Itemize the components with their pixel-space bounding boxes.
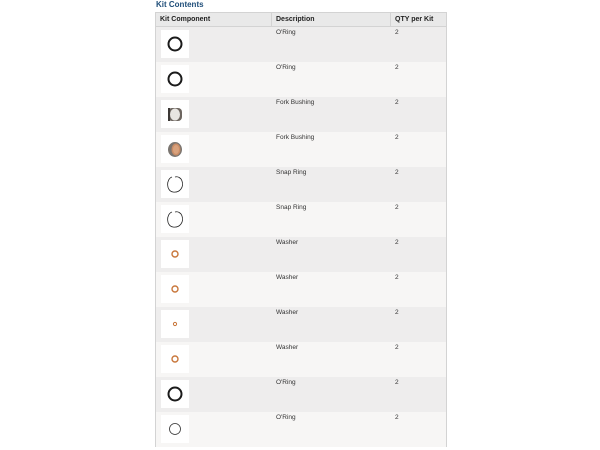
table-row (156, 307, 446, 342)
fork-bushing-icon[interactable] (161, 100, 189, 128)
table-row (156, 377, 446, 412)
description-cell: Washer (276, 309, 299, 316)
qty-cell: 2 (395, 414, 399, 421)
description-cell: Fork Bushing (276, 134, 315, 141)
kit-component-cell (156, 202, 272, 237)
description-cell: Fork Bushing (276, 99, 315, 106)
qty-cell: 2 (395, 379, 399, 386)
kit-component-cell (156, 27, 272, 62)
header-kit-component: Kit Component (156, 13, 272, 26)
table-row (156, 62, 446, 97)
description-cell: O'Ring (276, 414, 296, 421)
table-row (156, 27, 446, 62)
snap-ring-icon[interactable] (161, 170, 189, 198)
oring-thin-icon[interactable] (161, 415, 189, 443)
table-row (156, 167, 446, 202)
kit-component-cell (156, 307, 272, 342)
kit-component-cell (156, 97, 272, 132)
table-row (156, 342, 446, 377)
table-row (156, 237, 446, 272)
description-cell: O'Ring (276, 64, 296, 71)
description-cell: Snap Ring (276, 169, 307, 176)
qty-cell: 2 (395, 239, 399, 246)
qty-cell: 2 (395, 309, 399, 316)
qty-cell: 2 (395, 169, 399, 176)
washer-copper-icon[interactable] (161, 275, 189, 303)
qty-cell: 2 (395, 344, 399, 351)
table-row (156, 97, 446, 132)
qty-cell: 2 (395, 134, 399, 141)
description-cell: Snap Ring (276, 204, 307, 211)
qty-cell: 2 (395, 99, 399, 106)
description-cell: Washer (276, 344, 299, 351)
kit-component-cell (156, 272, 272, 307)
header-qty: QTY per Kit (395, 16, 434, 23)
kit-component-cell (156, 167, 272, 202)
washer-copper-icon[interactable] (161, 240, 189, 268)
washer-copper-small-icon[interactable] (161, 310, 189, 338)
table-row (156, 132, 446, 167)
table-row (156, 272, 446, 307)
kit-component-cell (156, 377, 272, 412)
description-cell: O'Ring (276, 379, 296, 386)
kit-component-cell (156, 412, 272, 447)
oring-black-icon[interactable] (161, 380, 189, 408)
qty-cell: 2 (395, 29, 399, 36)
kit-component-cell (156, 237, 272, 272)
kit-component-cell (156, 342, 272, 377)
washer-copper-icon[interactable] (161, 345, 189, 373)
snap-ring-icon[interactable] (161, 205, 189, 233)
description-cell: Washer (276, 274, 299, 281)
kit-component-cell (156, 132, 272, 167)
oring-black-icon[interactable] (161, 30, 189, 58)
description-cell: O'Ring (276, 29, 296, 36)
kit-component-cell (156, 62, 272, 97)
description-cell: Washer (276, 239, 299, 246)
qty-cell: 2 (395, 204, 399, 211)
table-header (156, 13, 446, 27)
kit-contents-table (155, 12, 447, 447)
qty-cell: 2 (395, 64, 399, 71)
header-description: Description (272, 13, 391, 26)
table-row (156, 412, 446, 447)
fork-bushing-copper-icon[interactable] (161, 135, 189, 163)
oring-black-icon[interactable] (161, 65, 189, 93)
qty-cell: 2 (395, 274, 399, 281)
table-body (156, 27, 446, 447)
section-title: Kit Contents (156, 0, 204, 9)
table-row (156, 202, 446, 237)
